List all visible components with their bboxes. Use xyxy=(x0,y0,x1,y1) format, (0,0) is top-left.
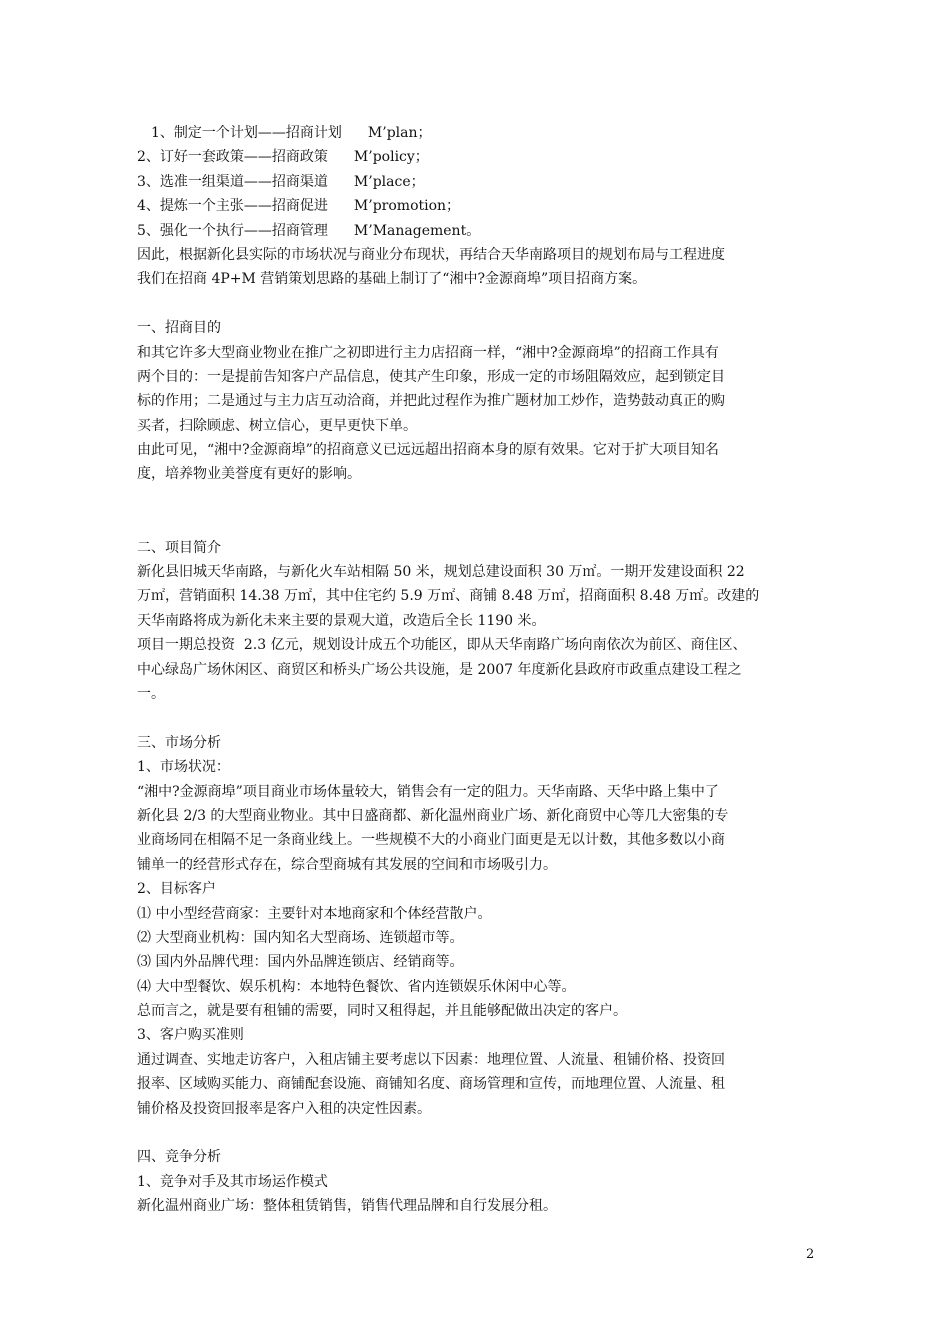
plan-item-text: 2、订好一套政策——招商政策 xyxy=(137,149,328,166)
plan-item-text: 3、选准一组渠道——招商渠道 xyxy=(137,173,328,190)
spacer xyxy=(137,706,827,730)
list-item: ⑴ 中小型经营商家：主要针对本地商家和个体经营散户。 xyxy=(137,905,492,922)
paragraph-line: 新化县旧城天华南路，与新化火车站相隔 50 米，规划总建设面积 30 万㎡。一期开发建设面积 22 xyxy=(137,564,745,581)
plan-item xyxy=(137,194,827,218)
paragraph-line: 和其它许多大型商业物业在推广之初即进行主力店招商一样，“湘中?金源商埠”的招商工作具有 xyxy=(137,344,719,361)
paragraph-line: 项目一期总投资 2.3 亿元，规划设计成五个功能区，即从天华南路广场向南依次为前区、商住区、 xyxy=(137,637,747,654)
paragraph-line: 万㎡，营销面积 14.38 万㎡，其中住宅约 5.9 万㎡、商铺 8.48 万㎡，招商面积 8.48 万㎡。改建的 xyxy=(137,588,760,605)
plan-item xyxy=(137,170,827,194)
list-item: ⑶ 国内外品牌代理：国内外品牌连锁店、经销商等。 xyxy=(137,954,464,971)
plan-item xyxy=(137,219,827,243)
paragraph-line: “湘中?金源商埠”项目商业市场体量较大，销售会有一定的阻力。天华南路、天华中路上集中了 xyxy=(137,783,719,800)
paragraph-line: 通过调查、实地走访客户，入租店铺主要考虑以下因素：地理位置、人流量、租铺价格、投资回 xyxy=(137,1051,725,1068)
plan-item-text: 5、强化一个执行——招商管理 xyxy=(137,222,328,239)
plan-item xyxy=(137,145,827,169)
paragraph-line: 度，培养物业美誉度有更好的影响。 xyxy=(137,466,361,483)
subsection-heading: 1、市场状况： xyxy=(137,759,230,776)
plan-item-text: 4、提炼一个主张——招商促进 xyxy=(137,198,328,215)
subsection-heading: 1、竞争对手及其市场运作模式 xyxy=(137,1173,328,1190)
intro-line: 因此，根据新化县实际的市场状况与商业分布现状，再结合天华南路项目的规划布局与工程进度 xyxy=(137,246,725,263)
subsection-heading: 2、目标客户 xyxy=(137,881,216,898)
paragraph-line: 铺价格及投资回报率是客户入租的决定性因素。 xyxy=(137,1100,431,1117)
plan-item-term: M’policy； xyxy=(353,149,429,166)
page-number: 2 xyxy=(806,1247,815,1262)
intro-line: 我们在招商 4P+M 营销策划思路的基础上制订了“湘中?金源商埠”项目招商方案。 xyxy=(137,271,647,288)
paragraph-line: 铺单一的经营形式存在，综合型商城有其发展的空间和市场吸引力。 xyxy=(137,856,557,873)
plan-item xyxy=(137,121,827,145)
spacer xyxy=(137,487,827,511)
spacer xyxy=(137,1121,827,1145)
section-heading: 四、竞争分析 xyxy=(137,1149,221,1166)
paragraph-line: 新化温州商业广场：整体租赁销售，销售代理品牌和自行发展分租。 xyxy=(137,1198,557,1215)
paragraph-line: 报率、区域购买能力、商铺配套设施、商铺知名度、商场管理和宣传，而地理位置、人流量、租 xyxy=(137,1076,725,1093)
plan-item-term: M’Management。 xyxy=(353,222,481,239)
list-item: ⑵ 大型商业机构：国内知名大型商场、连锁超市等。 xyxy=(137,929,464,946)
section-heading: 三、市场分析 xyxy=(137,734,221,751)
plan-item-text: 1、制定一个计划——招商计划 xyxy=(151,125,342,141)
paragraph-line: 买者，扫除顾虑、树立信心，更早更快下单。 xyxy=(137,417,417,434)
paragraph-line: 业商场同在相隔不足一条商业线上。一些规模不大的小商业门面更是无以计数，其他多数以小商 xyxy=(137,832,725,849)
paragraph-line: 天华南路将成为新化未来主要的景观大道，改造后全长 1190 米。 xyxy=(137,612,546,629)
paragraph-line: 中心绿岛广场休闲区、商贸区和桥头广场公共设施，是 2007 年度新化县政府市政重点建设工程之 xyxy=(137,661,742,678)
paragraph-line: 一。 xyxy=(137,685,165,702)
paragraph-line: 标的作用；二是通过与主力店互动洽商，并把此过程作为推广题材加工炒作，造势鼓动真正的购 xyxy=(137,393,725,410)
subsection-heading: 3、客户购买准则 xyxy=(137,1027,244,1044)
list-item: ⑷ 大中型餐饮、娱乐机构：本地特色餐饮、省内连锁娱乐休闲中心等。 xyxy=(137,978,576,995)
paragraph-line: 两个目的：一是提前告知客户产品信息，使其产生印象，形成一定的市场阻隔效应，起到锁定目 xyxy=(137,368,725,385)
spacer xyxy=(137,511,827,535)
section-heading: 一、招商目的 xyxy=(137,320,221,337)
paragraph-line: 新化县 2/3 的大型商业物业。其中日盛商都、新化温州商业广场、新化商贸中心等几大密集的专 xyxy=(137,807,729,824)
plan-item-term: M’promotion； xyxy=(353,198,461,215)
section-heading: 二、项目简介 xyxy=(137,539,221,556)
paragraph-line: 总而言之，就是要有租铺的需要，同时又租得起，并且能够配做出决定的客户。 xyxy=(137,1003,627,1020)
document-body xyxy=(137,121,827,1219)
plan-item-term: M’place； xyxy=(353,173,425,190)
paragraph-line: 由此可见，“湘中?金源商埠”的招商意义已远远超出招商本身的原有效果。它对于扩大项目知名 xyxy=(137,442,719,459)
plan-item-term: M’plan； xyxy=(367,125,432,141)
spacer xyxy=(137,292,827,316)
